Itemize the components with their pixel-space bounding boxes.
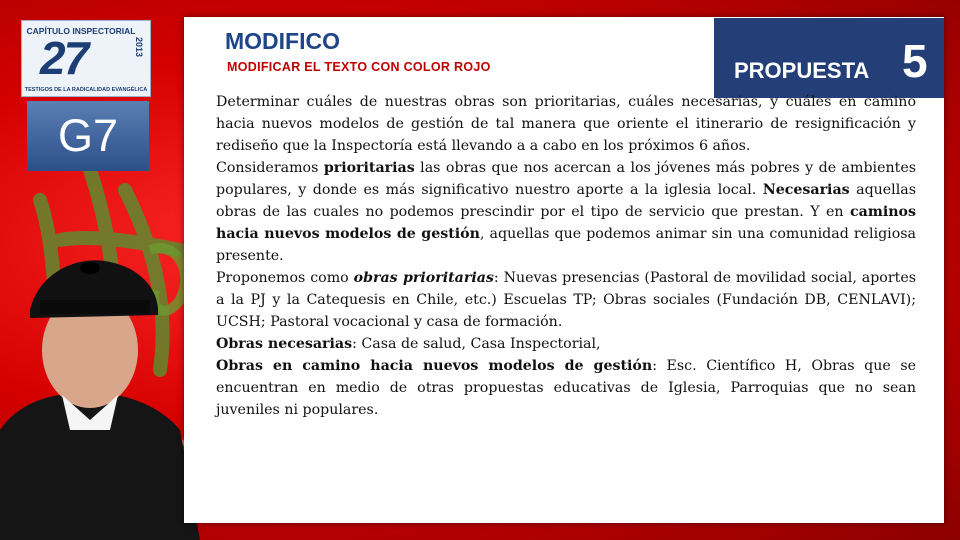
body-text — [216, 91, 916, 421]
logo-top-text: CAPÍTULO INSPECTORIAL — [26, 26, 136, 36]
paragraph-5: Obras en camino hacia nuevos modelos de gestión: Esc. Científico H, Obras que se encuentran en medio de otras propuestas educativas de Iglesia, Parroquias que no sean juveniles ni populares. — [216, 358, 916, 418]
paragraph-3: Proponemos como obras prioritarias: Nuevas presencias (Pastoral de movilidad social, aportes a la PJ y la Catequesis en Chile, etc.) Escuelas TP; Obras sociales (Fundación DB, CENLAVI); UCSH; Pastoral vocacional y casa de formación. — [216, 270, 916, 330]
chapter-logo — [21, 20, 151, 97]
logo-year: 2013 — [134, 37, 144, 58]
proposal-badge — [714, 18, 944, 98]
logo-number: 27 — [40, 32, 88, 84]
paragraph-1: Determinar cuáles de nuestras obras son prioritarias, cuáles necesarias, y cuáles en camino hacia nuevos modelos de gestión de tal manera que oriente el itinerario de resignificación y rediseño que la Inspectoría está llevando a a cabo en los próximos 6 años. — [216, 94, 916, 154]
portrait-figure — [0, 260, 200, 540]
proposal-label: PROPUESTA — [734, 58, 870, 83]
group-label: G7 — [27, 101, 149, 171]
paragraph-4: Obras necesarias: Casa de salud, Casa Inspectorial, — [216, 336, 601, 352]
logo-bottom-text: TESTIGOS DE LA RADICALIDAD EVANGÉLICA — [24, 87, 148, 93]
page-subtitle: MODIFICAR EL TEXTO CON COLOR ROJO — [227, 60, 491, 74]
paragraph-2: Consideramos prioritarias las obras que nos acercan a los jóvenes más pobres y de ambientes populares, y donde es más significativo nuestro aporte a la iglesia local. Necesarias aquellas obras de las cuales no podemos prescindir por el tipo de servicio que prestan. Y en caminos hacia nuevos modelos de gestión, aquellas que podemos animar sin una comunidad religiosa presente. — [216, 160, 917, 264]
page-title: MODIFICO — [225, 28, 340, 54]
proposal-number: 5 — [902, 35, 928, 87]
